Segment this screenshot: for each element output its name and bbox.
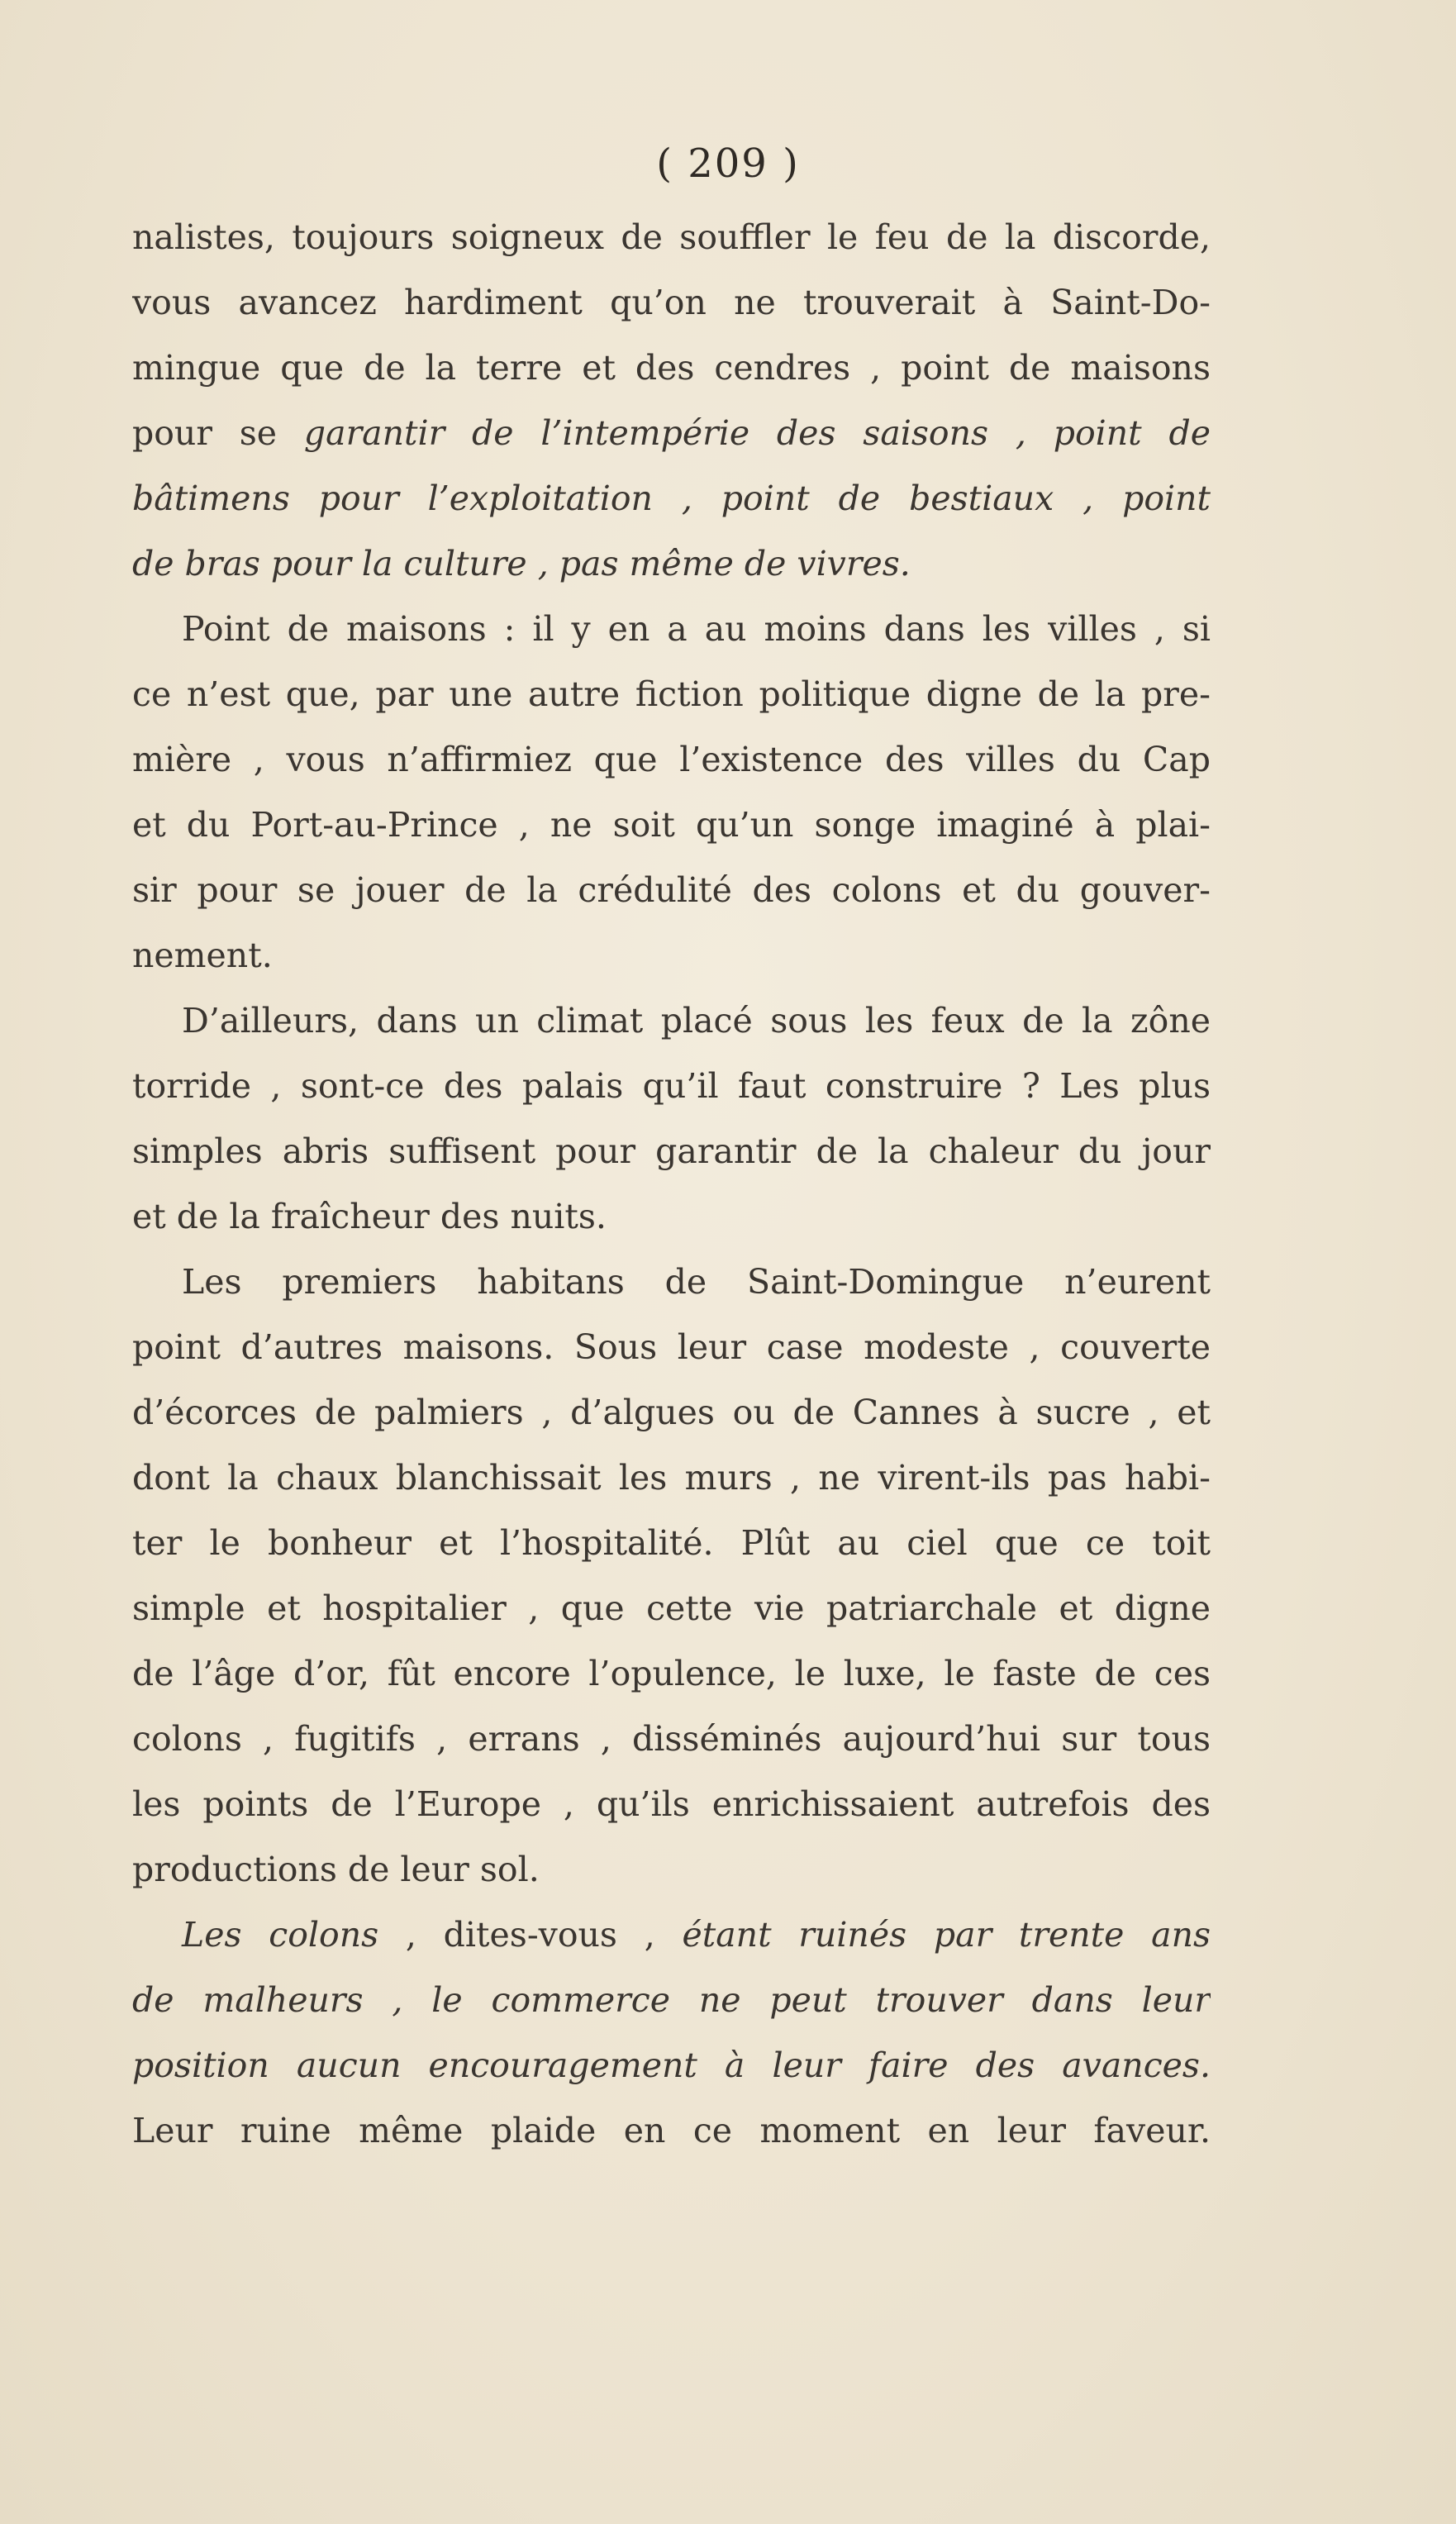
text-line: mingue que de la terre et des cendres , point de maisons	[132, 348, 1211, 388]
text-line: les points de l’Europe , qu’ils enrichissaient autrefois des	[132, 1784, 1211, 1824]
text-line: ce n’est que, par une autre fiction politique digne de la pre-	[132, 674, 1211, 714]
text-line: et de la fraîcheur des nuits.	[132, 1197, 607, 1236]
text-line: torride , sont-ce des palais qu’il faut construire ? Les plus	[132, 1066, 1211, 1106]
text-run: , dites-vous ,	[378, 1915, 683, 1955]
text-line: bâtimens pour l’exploitation , point de bestiaux , point	[132, 479, 1211, 518]
text-line: D’ailleurs, dans un climat placé sous les feux de la zône	[182, 1001, 1211, 1041]
text-line: sir pour se jouer de la crédulité des colons et du gouver-	[132, 870, 1211, 910]
text-line: point d’autres maisons. Sous leur case modeste , couverte	[132, 1327, 1211, 1367]
text-line: nalistes, toujours soigneux de souffler le feu de la discorde,	[132, 217, 1211, 257]
text-line: productions de leur sol.	[132, 1850, 540, 1889]
text-line: simples abris suffisent pour garantir de la chaleur du jour	[132, 1131, 1211, 1171]
text-line: position aucun encouragement à leur faire des avances.	[132, 2045, 1211, 2085]
text-line: mière , vous n’affirmiez que l’existence des villes du Cap	[132, 740, 1211, 779]
text-line: de bras pour la culture , pas même de vivres.	[132, 544, 911, 583]
text-line: colons , fugitifs , errans , disséminés aujourd’hui sur tous	[132, 1719, 1211, 1759]
text-line: d’écorces de palmiers , d’algues ou de Cannes à sucre , et	[132, 1393, 1211, 1432]
text-line	[132, 1903, 1211, 1968]
text-line: Point de maisons : il y en a au moins dans les villes , si	[182, 609, 1211, 649]
italic-run: Les colons	[182, 1915, 379, 1955]
text-line: nement.	[132, 936, 273, 975]
body-text	[132, 205, 1211, 2164]
text-line: vous avancez hardiment qu’on ne trouverait à Saint-Do-	[132, 283, 1211, 322]
italic-run: garantir de l’intempérie des saisons , point de	[303, 413, 1211, 453]
text-line: et du Port-au-Prince , ne soit qu’un songe imaginé à plai-	[132, 805, 1211, 845]
text-line: Leur ruine même plaide en ce moment en leur faveur.	[132, 2111, 1211, 2150]
italic-run: étant ruinés par trente ans	[682, 1915, 1211, 1955]
text-run: pour se	[132, 413, 304, 453]
text-line: Les premiers habitans de Saint-Domingue n’eurent	[182, 1262, 1211, 1302]
text-line: de malheurs , le commerce ne peut trouver dans leur	[132, 1980, 1211, 2020]
text-line	[132, 401, 1211, 466]
text-line: ter le bonheur et l’hospitalité. Plût au ciel que ce toit	[132, 1523, 1211, 1563]
text-line: dont la chaux blanchissait les murs , ne virent-ils pas habi-	[132, 1458, 1211, 1498]
text-line: simple et hospitalier , que cette vie patriarchale et digne	[132, 1588, 1211, 1628]
text-line: de l’âge d’or, fût encore l’opulence, le luxe, le faste de ces	[132, 1654, 1211, 1693]
page-number: ( 209 )	[656, 140, 800, 187]
